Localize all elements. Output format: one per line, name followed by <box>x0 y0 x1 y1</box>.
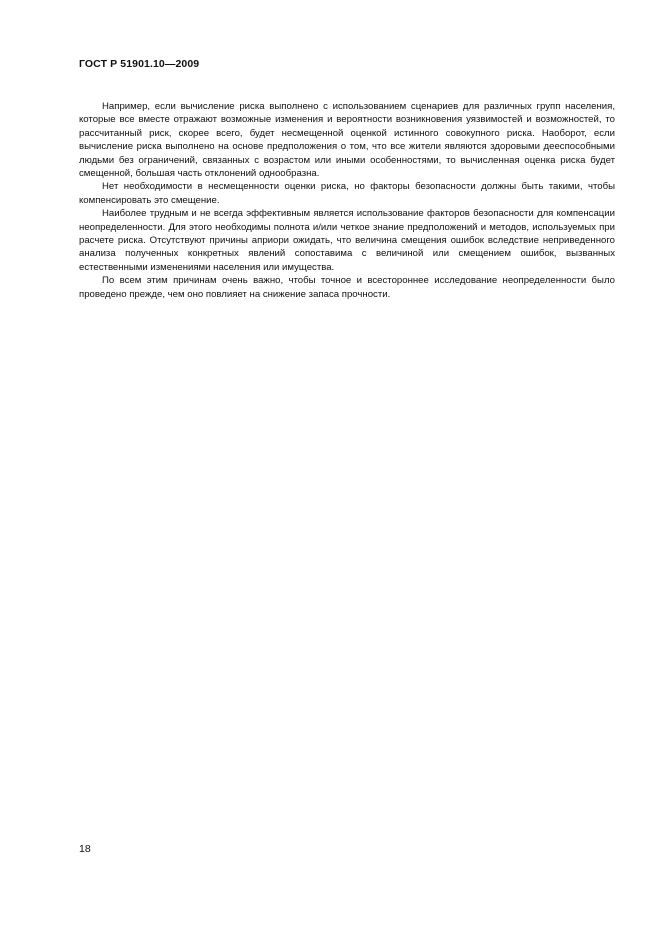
page-number: 18 <box>79 843 91 855</box>
paragraph-3: Наиболее трудным и не всегда эффективным является использование факторов безопасности для компенсации неопределенности. Для этого необходимы полнота и/или четкое знание предположений и методов, используемых при расчете риска. Отсутствуют причины априори ожидать, что величина смещения ошибок вследствие неприведенного анализа полученных конкретных явлений сопоставима с величиной или смещением ошибок, вызванных естественными изменениями населения или имущества. <box>79 208 615 273</box>
document-body <box>79 100 615 301</box>
paragraph-4: По всем этим причинам очень важно, чтобы точное и всестороннее исследование неопределенности было проведено прежде, чем оно повлияет на снижение запаса прочности. <box>79 275 615 300</box>
document-header: ГОСТ Р 51901.10—2009 <box>79 58 200 70</box>
paragraph-1: Например, если вычисление риска выполнено с использованием сценариев для различных групп населения, которые все вместе отражают возможные изменения и вероятности возникновения уязвимостей и возможностей, то рассчитанный риск, скорее всего, будет несмещенной оценкой истинного совокупного риска. Наоборот, если вычисление риска выполнено на основе предположения о том, что все жители являются здоровыми дееспособными людьми без ограничений, связанных с возрастом или иными особенностями, то вычисленная оценка риска будет смещенной, большая часть отклонений однообразна. <box>79 101 615 180</box>
paragraph-2: Нет необходимости в несмещенности оценки риска, но факторы безопасности должны быть такими, чтобы компенсировать это смещение. <box>79 181 615 206</box>
